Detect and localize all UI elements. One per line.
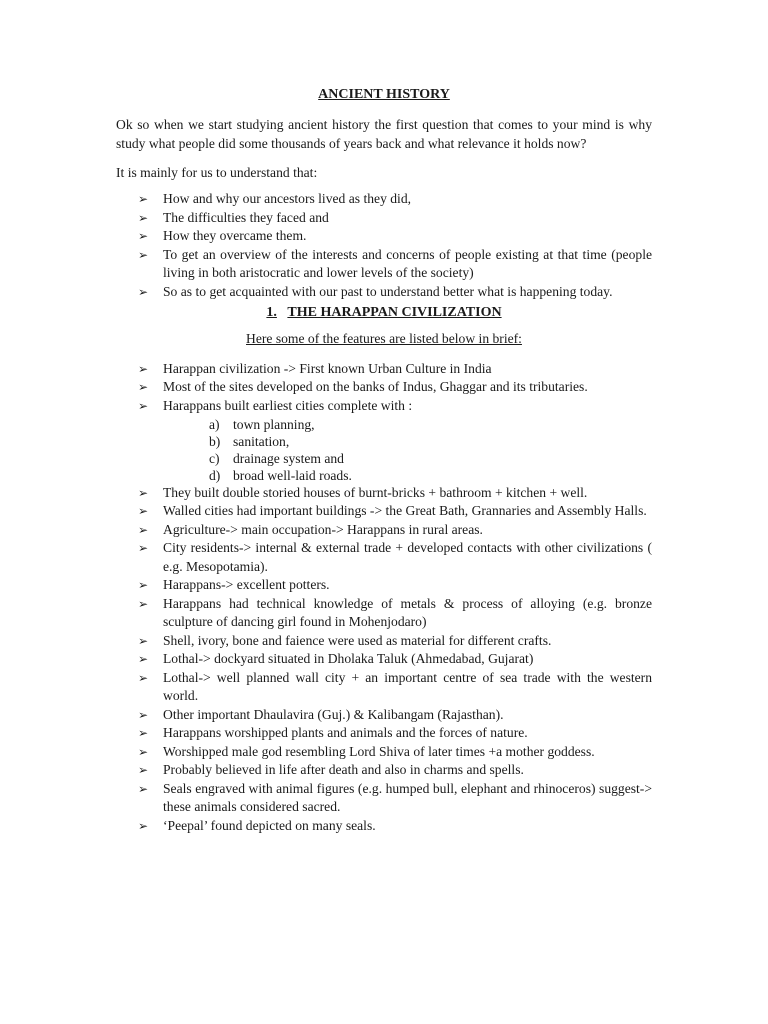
features-list-a	[116, 360, 652, 415]
list-item: ➢ To get an overview of the interests and concerns of people existing at that time (people living in both aristocratic and lower levels of the society)	[138, 246, 652, 280]
section-number: 1.	[266, 304, 277, 320]
list-item: ➢ They built double storied houses of burnt-bricks + bathroom + kitchen + well.	[116, 484, 652, 502]
arrow-bullet-icon: ➢	[138, 596, 149, 611]
arrow-bullet-icon: ➢	[138, 763, 149, 778]
arrow-bullet-icon: ➢	[138, 485, 149, 500]
list-item: ➢ Seals engraved with animal figures (e.g. humped bull, elephant and rhinoceros) suggest-> these animals considered sacred.	[138, 780, 652, 815]
arrow-bullet-icon: ➢	[138, 633, 149, 648]
arrow-bullet-icon: ➢	[138, 818, 149, 833]
arrow-bullet-icon: ➢	[138, 398, 149, 413]
list-item: ➢ Harappan civilization -> First known Urban Culture in India	[116, 360, 652, 378]
list-item: ➢ ‘Peepal’ found depicted on many seals.	[116, 817, 652, 835]
arrow-bullet-icon: ➢	[138, 284, 149, 299]
sub-list-item: d) broad well-laid roads.	[209, 467, 352, 483]
arrow-bullet-icon: ➢	[138, 522, 149, 537]
features-list-b	[116, 484, 652, 835]
arrow-bullet-icon: ➢	[138, 578, 149, 593]
list-item: ➢ Most of the sites developed on the banks of Indus, Ghaggar and its tributaries.	[116, 378, 652, 396]
section-title: THE HARAPPAN CIVILIZATION	[287, 304, 502, 320]
list-item: ➢ How and why our ancestors lived as they did,	[116, 190, 652, 208]
lead-in-paragraph: It is mainly for us to understand that:	[116, 165, 318, 180]
sub-list-item: c) drainage system and	[209, 450, 344, 466]
arrow-bullet-icon: ➢	[138, 781, 149, 796]
list-item: ➢ Agriculture-> main occupation-> Harappans in rural areas.	[116, 521, 652, 539]
arrow-bullet-icon: ➢	[138, 380, 149, 395]
city-features-sublist	[116, 416, 652, 484]
arrow-bullet-icon: ➢	[138, 707, 149, 722]
document-page	[116, 86, 652, 835]
list-item: ➢ Harappans worshipped plants and animals and the forces of nature.	[116, 724, 652, 742]
list-item: ➢ Walled cities had important buildings -> the Great Bath, Grannaries and Assembly Halls.	[116, 502, 652, 520]
arrow-bullet-icon: ➢	[138, 744, 149, 759]
arrow-bullet-icon: ➢	[138, 652, 149, 667]
list-item: ➢ Lothal-> well planned wall city + an important centre of sea trade with the western world.	[138, 669, 652, 703]
arrow-bullet-icon: ➢	[138, 229, 149, 244]
section-subheading: Here some of the features are listed below in brief:	[246, 330, 522, 346]
list-item: ➢ Worshipped male god resembling Lord Shiva of later times +a mother goddess.	[116, 743, 652, 761]
list-item: ➢ So as to get acquainted with our past to understand better what is happening today.	[116, 283, 652, 301]
list-item: ➢ Harappans had technical knowledge of metals & process of alloying (e.g. bronze sculpture of dancing girl found in Mohenjodaro)	[138, 595, 652, 629]
list-item: ➢ Harappans-> excellent potters.	[116, 576, 652, 594]
intro-bullet-list	[116, 190, 652, 301]
list-item: ➢ Shell, ivory, bone and faience were used as material for different crafts.	[116, 632, 652, 650]
sub-list-item: a) town planning,	[209, 416, 315, 432]
arrow-bullet-icon: ➢	[138, 726, 149, 741]
section-heading	[116, 304, 652, 322]
list-item: ➢ Probably believed in life after death and also in charms and spells.	[116, 761, 652, 779]
list-item: ➢ How they overcame them.	[116, 227, 652, 245]
sub-list-item: b) sanitation,	[209, 433, 290, 449]
list-item: ➢ The difficulties they faced and	[116, 209, 652, 227]
arrow-bullet-icon: ➢	[138, 541, 149, 556]
arrow-bullet-icon: ➢	[138, 247, 149, 262]
arrow-bullet-icon: ➢	[138, 670, 149, 685]
list-item: ➢ Lothal-> dockyard situated in Dholaka Taluk (Ahmedabad, Gujarat)	[116, 650, 652, 668]
arrow-bullet-icon: ➢	[138, 210, 149, 225]
intro-paragraph: Ok so when we start studying ancient history the first question that comes to your mind is why study what people did some thousands of years back and what relevance it holds now?	[116, 117, 652, 151]
list-item: ➢ Harappans built earliest cities complete with :	[116, 397, 652, 415]
list-item: ➢ Other important Dhaulavira (Guj.) & Kalibangam (Rajasthan).	[116, 706, 652, 724]
list-item: ➢ City residents-> internal & external trade + developed contacts with other civilizations ( e.g. Mesopotamia).	[138, 540, 652, 574]
arrow-bullet-icon: ➢	[138, 192, 149, 206]
document-title: ANCIENT HISTORY	[318, 87, 450, 102]
arrow-bullet-icon: ➢	[138, 361, 149, 376]
arrow-bullet-icon: ➢	[138, 504, 149, 519]
